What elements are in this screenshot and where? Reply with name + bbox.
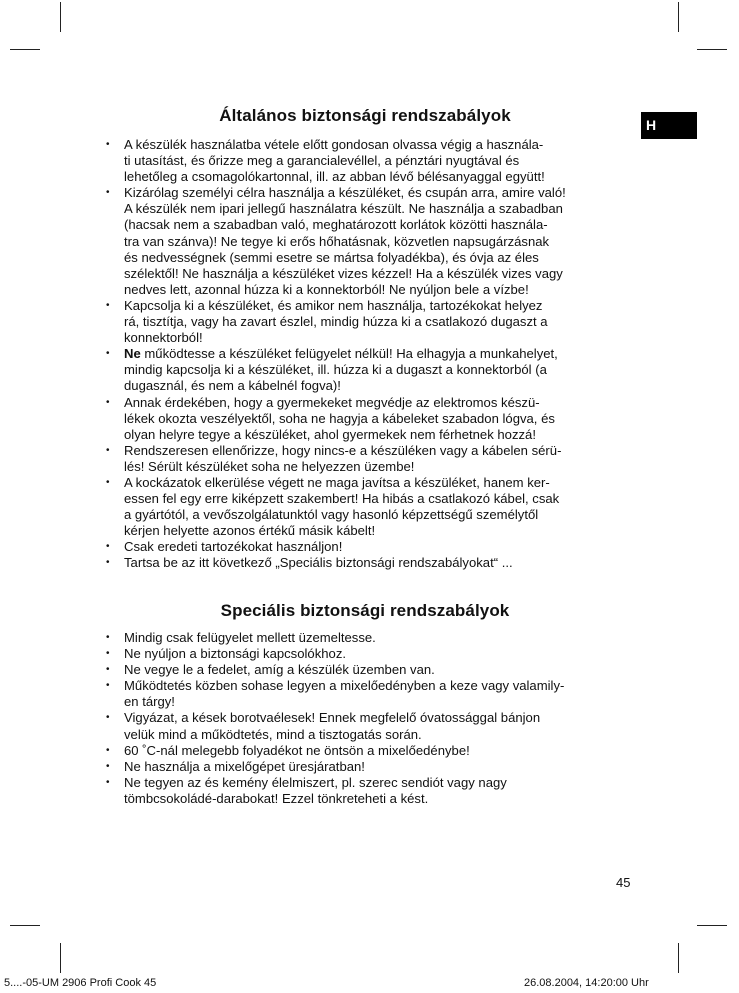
language-tab: H — [641, 112, 697, 139]
crop-mark-bottom-right-h — [697, 925, 727, 926]
list-item: • Kizárólag személyi célra használja a készüléket, és csupán arra, amire való! A készülék nem ipari jellegű használatra készült. Ne használja a szabadban (hacsak nem a szabadban való, meghatározott korlátok közötti használa- tra van szánva)! Ne tegye ki erős hőhatásnak, közvetlen napsugárzásnak és nedvességnek (semmi esetre se mártsa folyadékba), és óvja az éles szélektől! Ne használja a készüléket vizes kézzel! Ha a készülék vizes vagy nedves lett, azonnal húzza ki a konnektorból! Ne nyúljon bele a vízbe! — [106, 185, 634, 298]
list-item: • Ne tegyen az és kemény élelmiszert, pl. szerec sendiót vagy nagy tömbcsokoládé-darabokat! Ezzel tönkreteheti a kést. — [106, 775, 634, 807]
crop-mark-bottom-left — [60, 943, 61, 973]
crop-mark-bottom-left-h — [10, 925, 40, 926]
section-title-special: Speciális biztonsági rendszabályok — [220, 601, 510, 620]
list-item: • Mindig csak felügyelet mellett üzemeltesse. — [106, 630, 634, 646]
crop-mark-bottom-right — [678, 943, 679, 973]
list-item: • Annak érdekében, hogy a gyermekeket megvédje az elektromos készü- lékek okozta veszélyektől, soha ne hagyja a kábeleket szabadon lógva, és olyan helyre tegye a készüléket, ahol gyermekek nem férhetnek hozzá! — [106, 395, 634, 443]
page-number: 45 — [616, 875, 631, 890]
list-item: • Csak eredeti tartozékokat használjon! — [106, 539, 634, 555]
list-item: • 60 ˚C-nál melegebb folyadékot ne öntsön a mixelőedénybe! — [106, 743, 634, 759]
footer-left: 5....-05-UM 2906 Profi Cook 45 — [4, 977, 157, 989]
list-item: • Működtetés közben sohase legyen a mixelőedényben a keze vagy valamily- en tárgy! — [106, 678, 634, 710]
crop-mark-top-right — [678, 2, 679, 32]
crop-mark-top-left-h — [10, 49, 40, 50]
list-item: • A kockázatok elkerülése végett ne maga javítsa a készüléket, hanem ker- essen fel egy erre kiképzett szakembert! Ha hibás a csatlakozó kábel, csak a gyártótól, a vevőszolgálatunktól vagy hasonló képzettségű személytől kérjen helyette azonos értékű másik kábelt! — [106, 475, 634, 539]
list-item: • A készülék használatba vétele előtt gondosan olvassa végig a használa- ti utasítást, és őrizze meg a garancialevéllel, a pénztári nyugtával és lehetőleg a csomagolókartonnal, ill. az abban lévő bélésanyaggal együtt! — [106, 137, 634, 185]
list-item: • Ne használja a mixelőgépet üresjáratban! — [106, 759, 634, 775]
section-title-general: Általános biztonsági rendszabályok — [219, 106, 511, 125]
list-item: • Vigyázat, a kések borotvaélesek! Ennek megfelelő óvatossággal bánjon velük mind a működtetés, mind a tisztogatás során. — [106, 710, 634, 742]
list-item: • Kapcsolja ki a készüléket, és amikor nem használja, tartozékokat helyez rá, tisztítja, vagy ha zavart észlel, mindig húzza ki a csatlakozó dugaszt a konnektorból! — [106, 298, 634, 346]
list-item: • Ne működtesse a készüléket felügyelet nélkül! Ha elhagyja a munkahelyet, mindig kapcsolja ki a készüléket, ill. húzza ki a dugaszt a konnektorból (a dugasznál, és nem a kábelnél fogva)! — [106, 346, 634, 394]
emphasis-text: Ne — [124, 346, 141, 362]
list-item: • Tartsa be az itt következő „Speciális biztonsági rendszabályokat“ ... — [106, 555, 634, 571]
crop-mark-top-right-h — [697, 49, 727, 50]
general-safety-list — [106, 137, 634, 572]
special-safety-list — [106, 630, 634, 807]
list-item: • Ne vegye le a fedelet, amíg a készülék üzemben van. — [106, 662, 634, 678]
list-item: • Ne nyúljon a biztonsági kapcsolókhoz. — [106, 646, 634, 662]
footer-right: 26.08.2004, 14:20:00 Uhr — [524, 977, 649, 989]
list-item: • Rendszeresen ellenőrizze, hogy nincs-e a készüléken vagy a kábelen sérü- lés! Sérült készüléket soha ne helyezzen üzembe! — [106, 443, 634, 475]
crop-mark-top-left — [60, 2, 61, 32]
